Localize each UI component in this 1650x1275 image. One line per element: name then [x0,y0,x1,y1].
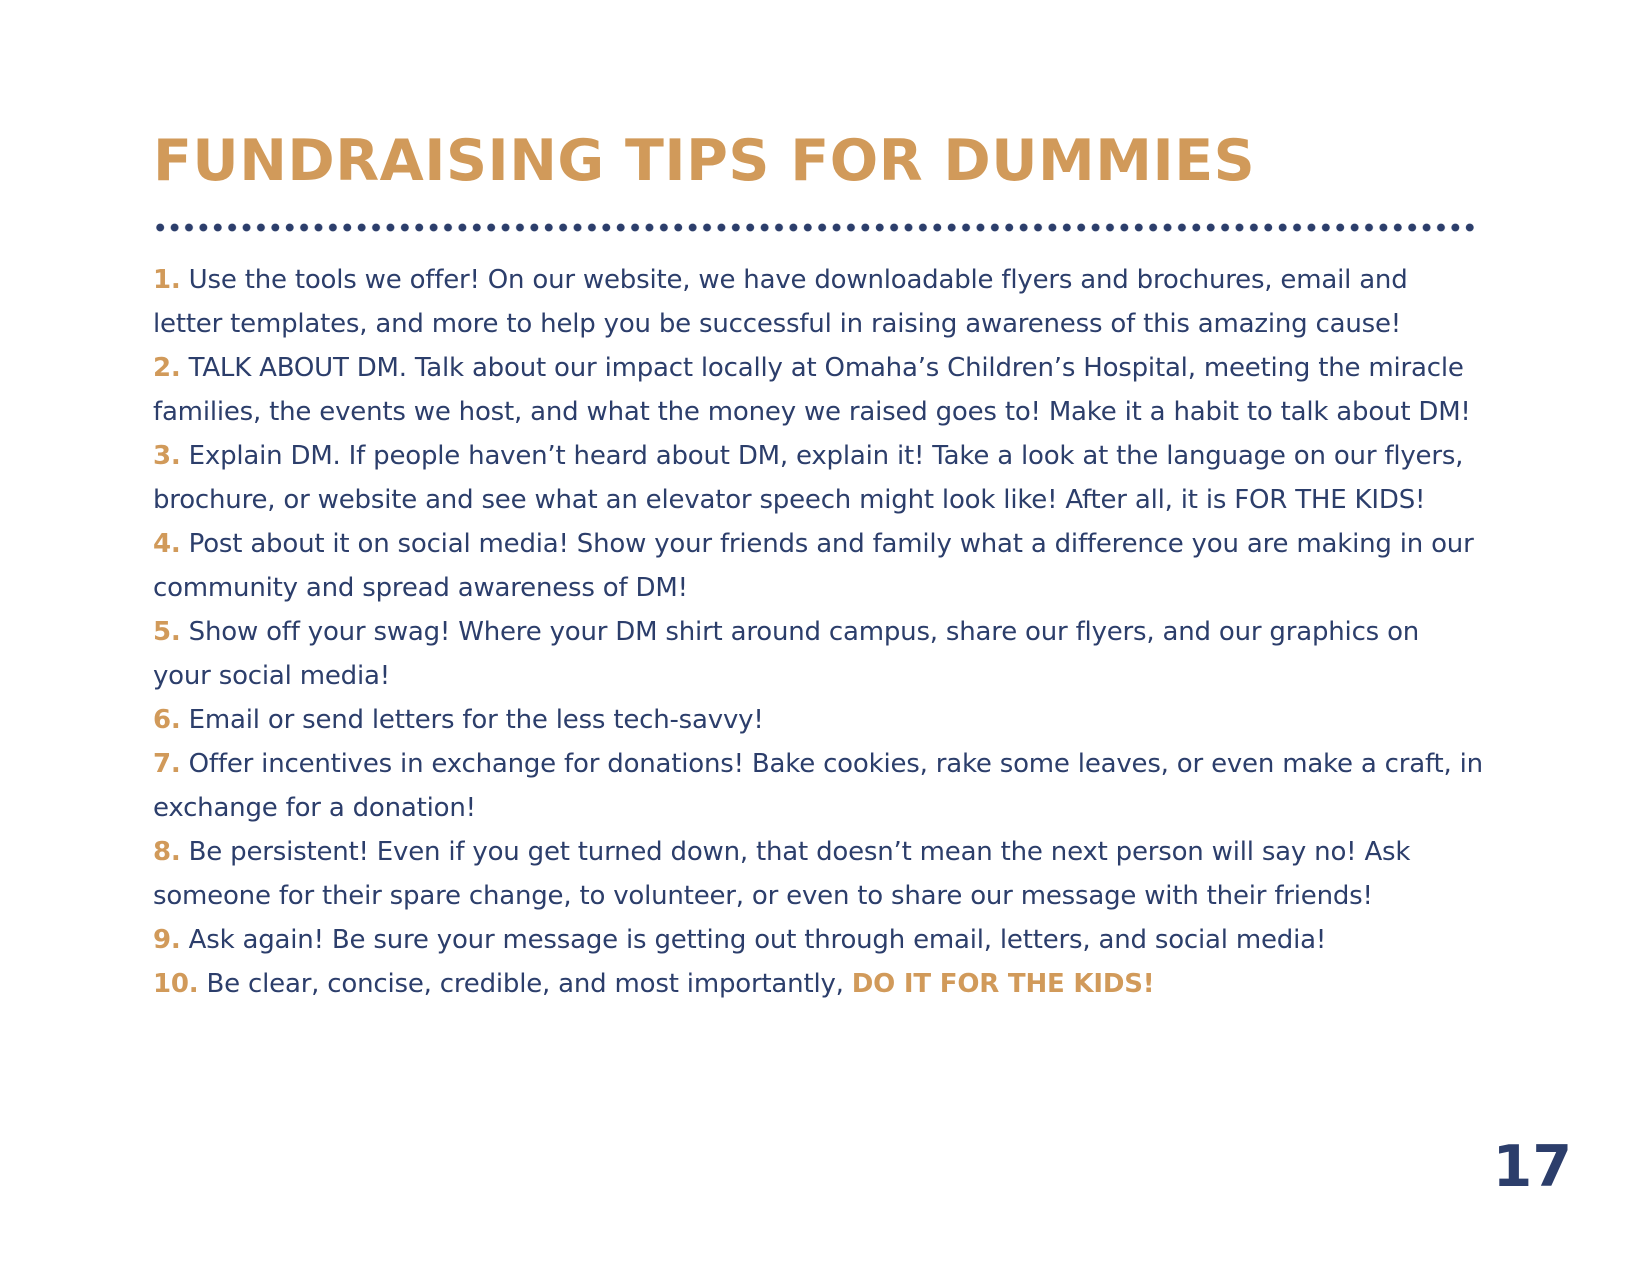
tip-text: Show off your swag! Where your DM shirt around campus, share our flyers, and our graphics on your social media! [153,617,1420,691]
tip-item-3 [153,434,1483,522]
tip-item-9 [153,918,1483,962]
tip-number: 10. [153,969,199,999]
tip-item-6 [153,698,1483,742]
tip-text: Post about it on social media! Show your friends and family what a difference you are making in our community and spread awareness of DM! [153,529,1474,603]
tip-number: 3. [153,441,181,471]
tip-item-2 [153,346,1483,434]
tip-text: Explain DM. If people haven’t heard about DM, explain it! Take a look at the language on our flyers, brochure, or website and see what an elevator speech might look like! After all, it is FOR THE KIDS! [153,441,1464,515]
tip-item-7 [153,742,1483,830]
tip-number: 1. [153,265,181,295]
tip-text: Be persistent! Even if you get turned down, that doesn’t mean the next person will say no! Ask someone for their spare change, to volunteer, or even to share our message with their friends! [153,837,1411,911]
tip-number: 6. [153,705,181,735]
page-number: 17 [1492,1134,1572,1200]
tip-text: Ask again! Be sure your message is getting out through email, letters, and social media! [188,925,1327,955]
tip-item-10 [153,962,1483,1006]
tip-number: 9. [153,925,181,955]
tip-item-4 [153,522,1483,610]
tip-number: 4. [153,529,181,559]
tip-highlight: DO IT FOR THE KIDS! [851,969,1155,999]
dotted-divider [153,223,1477,232]
tip-text: Use the tools we offer! On our website, we have downloadable flyers and brochures, email and letter templates, and more to help you be successful in raising awareness of this amazing cause! [153,265,1408,339]
tip-number: 2. [153,353,181,383]
tip-item-8 [153,830,1483,918]
tip-item-1 [153,258,1483,346]
tip-text: Be clear, concise, credible, and most importantly, [206,969,844,999]
tip-number: 8. [153,837,181,867]
tip-text: Offer incentives in exchange for donations! Bake cookies, rake some leaves, or even make a craft, in exchange for a donation! [153,749,1483,823]
tip-text: TALK ABOUT DM. Talk about our impact locally at Omaha’s Children’s Hospital, meeting the miracle families, the events we host, and what the money we raised goes to! Make it a habit to talk about DM! [153,353,1471,427]
tip-item-5 [153,610,1483,698]
tip-text: Email or send letters for the less tech-savvy! [188,705,764,735]
tip-number: 7. [153,749,181,779]
page-title: FUNDRAISING TIPS FOR DUMMIES [153,128,1256,194]
tips-list [153,258,1483,1006]
tip-number: 5. [153,617,181,647]
